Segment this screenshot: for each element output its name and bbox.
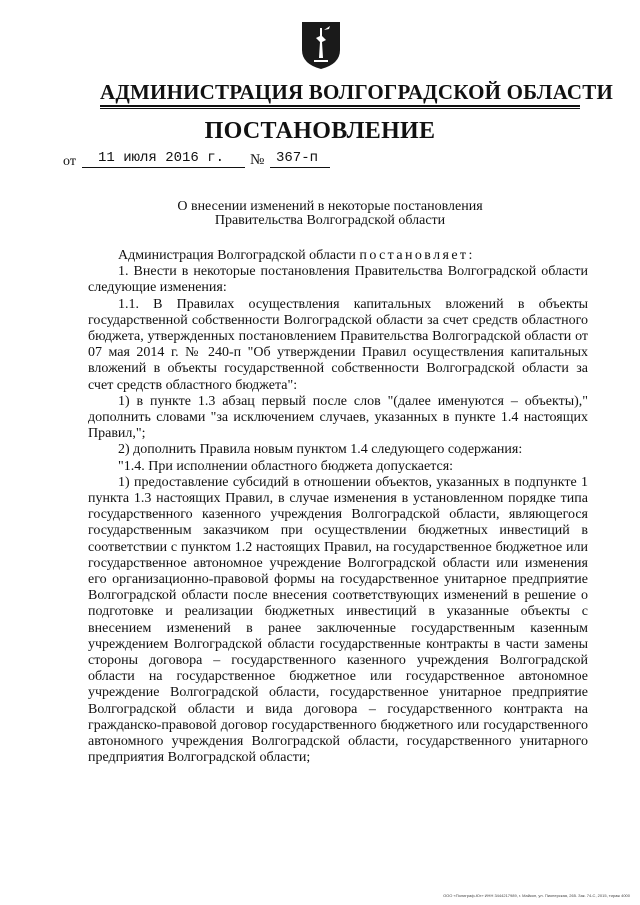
document-body [88,248,588,767]
coat-of-arms [300,20,342,70]
document-number: 367-п [270,150,330,168]
organization-name: АДМИНИСТРАЦИЯ ВОЛГОГРАДСКОЙ ОБЛАСТИ [100,80,613,104]
paragraph-1-4: "1.4. При исполнении областного бюджета допускается: [118,458,454,474]
intro-resolves: постановляет: [359,248,475,263]
document-date: 11 июля 2016 г. [82,150,245,168]
intro-paragraph [88,248,588,264]
header-rule-thin [100,108,580,109]
date-prefix: от [63,154,76,169]
paragraph-item-2: 2) дополнить Правила новым пунктом 1.4 следующего содержания: [118,442,523,458]
document-type: ПОСТАНОВЛЕНИЕ [204,118,436,144]
paragraph-item-1: 1) в пункте 1.3 абзац первый после слов "(далее именуются – объекты)," дополнить словами "за исключением случаев, указанных в пункте 1.4 настоящих Правил,"; [88,393,588,442]
volgograd-coat-of-arms-icon [300,20,342,70]
paragraph-1-1: 1.1. В Правилах осуществления капитальных вложений в объекты государственной собственности Волгоградской области за счет средств областного бюджета, утвержденных постановлением Правительства Волгоградской области от 07 мая 2014 г. № 240-п "Об утверждении Правил осуществления капитальных вложений в объекты государственной собственности Волгоградской области за счет средств областного бюджета": [88,296,588,393]
intro-text: Администрация Волгоградской области [118,248,356,263]
subject-line-1: О внесении изменений в некоторые постановления [177,199,483,214]
printer-imprint: ООО «Полиграф-Юг» ИНН 3444217989, г. Майкоп, ул. Пионерская, 265. Зак. 74-С, 2015, тираж 4000 [443,893,630,898]
paragraph-1-4-item-1: 1) предоставление субсидий в отношении объектов, указанных в подпункте 1 пункта 1.3 настоящих Правил, в случае изменения в установленном порядке типа государственного казенного учреждения Волгоградской области, являющегося государственным заказчиком при осуществлении бюджетных инвестиций в соответствии с пунктом 1.2 настоящих Правил, на государственное бюджетное или государственное автономное учреждение Волгоградской области или изменения его организационно-правовой формы на государственное унитарное предприятие Волгоградской области после внесения соответствующих изменений в решение о подготовке и реализации бюджетных инвестиций в указанные объекты с внесением изменений в ранее заключенные государственным казенным учреждением Волгоградской области государственные контракты в части замены стороны договора – государственного казенного учреждения Волгоградской области на государственное бюджетное или государственное автономное учреждение Волгоградской области, государственное унитарное предприятие Волгоградской области и вида договора – государственного контракта на гражданско-правовой договор государственного бюджетного или государственного автономного учреждения Волгоградской области, государственного унитарного предприятия Волгоградской области; [88,474,588,766]
subject-line-2: Правительства Волгоградской области [214,213,446,228]
document-subject [140,200,520,228]
number-prefix: № [250,152,265,168]
header-rule-thick [100,105,580,107]
paragraph-1: 1. Внести в некоторые постановления Правительства Волгоградской области следующие изменения: [88,264,588,296]
